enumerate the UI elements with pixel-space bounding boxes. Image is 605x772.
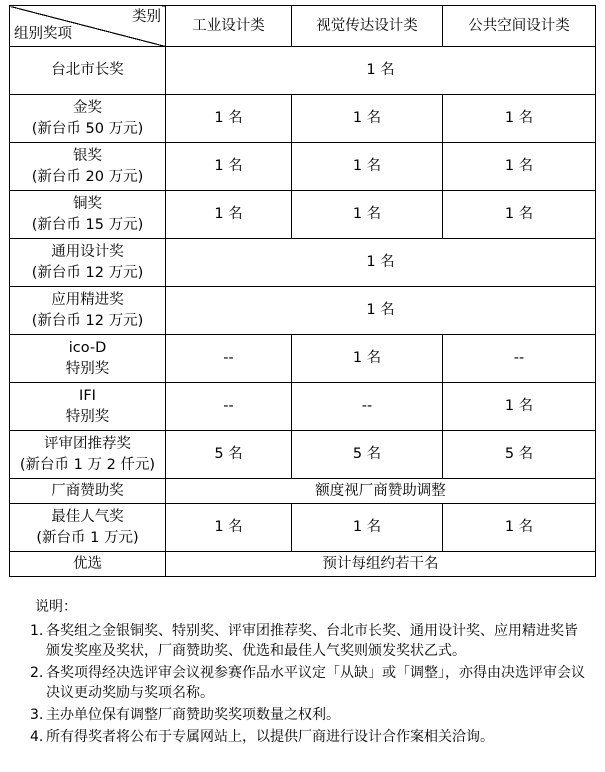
merged-value-cell: 1 名 — [166, 47, 596, 95]
award-subtitle: 特别奖 — [65, 408, 110, 425]
award-prize: (新台币 12 万元) — [31, 312, 144, 329]
award-name: 通用设计奖 — [51, 243, 124, 260]
table-row — [10, 504, 596, 552]
award-name: 最佳人气奖 — [51, 508, 124, 525]
header-row — [10, 6, 596, 47]
award-name-cell — [10, 287, 166, 335]
award-name: ico-D — [68, 339, 107, 356]
note-item — [30, 705, 590, 725]
table-row — [10, 479, 596, 504]
table-row — [10, 431, 596, 479]
value-cell: 1 名 — [443, 383, 596, 431]
award-name: IFI — [79, 387, 96, 404]
award-prize: (新台币 1 万元) — [36, 529, 139, 546]
value-cell: -- — [166, 383, 292, 431]
award-name: 银奖 — [73, 147, 102, 164]
column-header-space: 公共空间设计类 — [443, 6, 596, 47]
note-number: 4. — [30, 729, 44, 745]
note-text: 各奖组之金银铜奖、特别奖、评审团推荐奖、台北市长奖、通用设计奖、应用精进奖皆颁发奖座及奖状，厂商赞助奖、优选和最佳人气奖则颁发奖状乙式。 — [46, 623, 578, 659]
award-name-cell — [10, 335, 166, 383]
value-cell: 1 名 — [292, 504, 443, 552]
award-name-cell — [10, 504, 166, 552]
award-name: 应用精进奖 — [51, 291, 124, 308]
note-text: 各奖项得经决选评审会议视参赛作品水平议定「从缺」或「调整」，亦得由决选评审会议决议更动奖励与奖项名称。 — [46, 665, 585, 701]
award-prize: (新台币 20 万元) — [31, 168, 144, 185]
award-prize: (新台币 50 万元) — [31, 120, 144, 137]
award-prize: (新台币 12 万元) — [31, 264, 144, 281]
award-name: 铜奖 — [73, 195, 102, 212]
table-row — [10, 191, 596, 239]
merged-value-cell: 额度视厂商赞助调整 — [166, 479, 596, 504]
table-row — [10, 239, 596, 287]
award-name-cell — [10, 431, 166, 479]
award-subtitle: 特别奖 — [65, 360, 110, 377]
corner-header-cell — [10, 6, 166, 47]
value-cell: 1 名 — [292, 335, 443, 383]
note-number: 2. — [30, 665, 44, 681]
table-row — [10, 95, 596, 143]
award-name-cell — [10, 191, 166, 239]
award-name-cell — [10, 143, 166, 191]
value-cell: 1 名 — [443, 504, 596, 552]
value-cell: 1 名 — [166, 143, 292, 191]
value-cell: -- — [166, 335, 292, 383]
corner-category-label: 类别 — [132, 9, 161, 25]
value-cell: 1 名 — [166, 191, 292, 239]
table-row — [10, 143, 596, 191]
table-row — [10, 383, 596, 431]
award-name: 优选 — [73, 555, 102, 572]
note-item — [30, 727, 590, 747]
value-cell: 1 名 — [292, 95, 443, 143]
corner-award-label: 组别奖项 — [14, 26, 72, 42]
awards-table — [9, 5, 596, 577]
value-cell: 5 名 — [292, 431, 443, 479]
value-cell: 1 名 — [443, 143, 596, 191]
award-name-cell — [10, 479, 166, 504]
merged-value-cell: 预计每组约若干名 — [166, 552, 596, 577]
note-item — [30, 663, 590, 703]
value-cell: 1 名 — [292, 143, 443, 191]
value-cell: -- — [443, 335, 596, 383]
award-name: 金奖 — [73, 99, 102, 116]
merged-value-cell: 1 名 — [166, 239, 596, 287]
value-cell: -- — [292, 383, 443, 431]
value-cell: 5 名 — [166, 431, 292, 479]
value-cell: 1 名 — [166, 95, 292, 143]
note-number: 3. — [30, 707, 44, 723]
notes-label: 说明： — [35, 599, 77, 615]
note-text: 主办单位保有调整厂商赞助奖奖项数量之权利。 — [46, 707, 340, 723]
table-row — [10, 287, 596, 335]
award-prize: (新台币 1 万 2 仟元) — [19, 456, 156, 473]
column-header-visual: 视觉传达设计类 — [292, 6, 443, 47]
value-cell: 5 名 — [443, 431, 596, 479]
value-cell: 1 名 — [443, 95, 596, 143]
award-name-cell — [10, 383, 166, 431]
award-name: 评审团推荐奖 — [44, 435, 131, 452]
note-text: 所有得奖者将公布于专属网站上，以提供厂商进行设计合作案相关洽询。 — [46, 729, 494, 745]
value-cell: 1 名 — [292, 191, 443, 239]
notes-section — [30, 597, 590, 749]
notes-list — [30, 621, 590, 747]
table-row — [10, 335, 596, 383]
table-row — [10, 47, 596, 95]
award-name-cell — [10, 239, 166, 287]
award-name: 台北市长奖 — [51, 62, 124, 78]
column-header-industrial: 工业设计类 — [166, 6, 292, 47]
award-name-cell — [10, 552, 166, 577]
value-cell: 1 名 — [166, 504, 292, 552]
value-cell: 1 名 — [443, 191, 596, 239]
award-prize: (新台币 15 万元) — [31, 216, 144, 233]
note-item — [30, 621, 590, 661]
note-number: 1. — [30, 623, 44, 639]
award-name-cell — [10, 95, 166, 143]
award-name: 厂商赞助奖 — [51, 482, 124, 499]
table-row — [10, 552, 596, 577]
award-name-cell — [10, 47, 166, 95]
merged-value-cell: 1 名 — [166, 287, 596, 335]
